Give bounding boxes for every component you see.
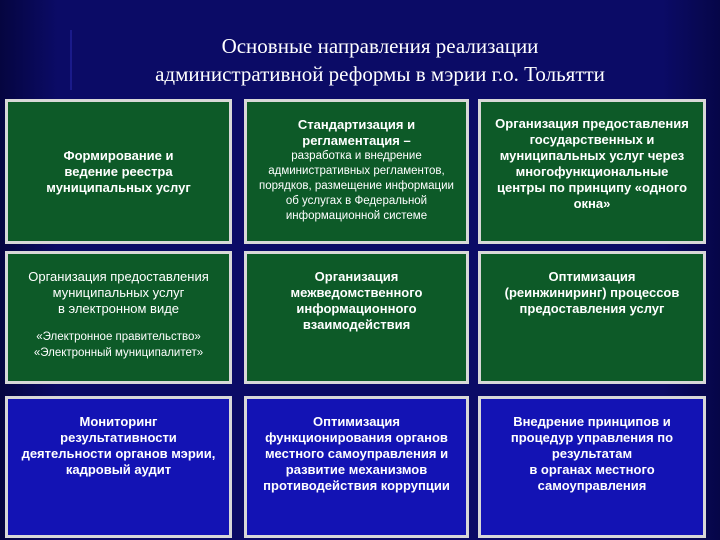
title-line-1: Основные направления реализации	[221, 34, 539, 58]
text-line: административных регламентов,	[268, 165, 445, 177]
box-process-reengineering	[478, 251, 706, 384]
text-line: «Электронное правительство»	[36, 331, 201, 343]
text-line: результатам	[551, 446, 633, 461]
text-line: об услугах в Федеральной	[285, 195, 428, 207]
box-monitoring-text	[22, 414, 216, 478]
box-one-window-text	[495, 116, 689, 212]
text-line: муниципальных услуг	[52, 285, 185, 300]
text-line: муниципальных услуг через	[499, 148, 685, 163]
box-results-management-text	[511, 414, 673, 494]
box-electronic-subtitles	[34, 329, 203, 361]
slide-title	[0, 32, 720, 88]
box-registry-text	[46, 148, 191, 196]
text-line: Организация предоставления	[28, 269, 209, 284]
text-line: результативности	[60, 430, 177, 445]
text-line: взаимодействия	[302, 317, 411, 332]
text-line: Формирование и	[63, 147, 174, 163]
text-line: ведение реестра	[64, 163, 173, 179]
text-line: деятельности органов мэрии,	[21, 446, 216, 461]
text-line: развитие механизмов	[285, 462, 428, 477]
text-line: разработка и внедрение	[291, 150, 422, 162]
box-reengineering-text	[505, 269, 680, 317]
text-line: информационного	[296, 301, 417, 316]
text-line: Стандартизация и	[297, 117, 416, 132]
text-line: порядков, размещение информации	[259, 180, 454, 192]
text-line: Мониторинг	[79, 414, 158, 429]
box-standardization-heading	[298, 117, 415, 149]
text-line: многофункциональные	[515, 164, 669, 179]
box-anti-corruption	[244, 396, 469, 538]
text-line: Оптимизация	[548, 269, 636, 284]
box-interagency-interaction	[244, 251, 469, 384]
text-line: информационной системе	[285, 210, 428, 222]
text-line: в электронном виде	[57, 301, 180, 316]
text-line: межведомственного	[290, 285, 423, 300]
title-line-2: административной реформы в мэрии г.о. Тольятти	[155, 62, 605, 86]
text-line: окна»	[573, 196, 611, 211]
box-electronic-services	[5, 251, 232, 384]
text-line: регламентация –	[302, 133, 411, 148]
text-line: предоставления услуг	[519, 301, 665, 316]
text-line: противодействия коррупции	[263, 478, 450, 493]
box-one-window-centers	[478, 99, 706, 244]
text-line: (реинжиниринг) процессов	[504, 285, 680, 300]
box-registry-of-services	[5, 99, 232, 244]
text-line: государственных и	[529, 132, 655, 147]
text-line: кадровый аудит	[65, 462, 172, 477]
text-line: «Электронный муниципалитет»	[33, 347, 204, 359]
text-line: муниципальных услуг	[46, 179, 191, 195]
box-electronic-heading	[28, 269, 209, 317]
box-results-management	[478, 396, 706, 538]
text-line: местного самоуправления и	[264, 446, 449, 461]
text-line: Организация предоставления	[495, 116, 689, 131]
box-anti-corruption-text	[263, 414, 450, 494]
box-interagency-text	[291, 269, 423, 333]
text-line: Внедрение принципов и	[513, 414, 671, 429]
text-line: самоуправления	[537, 478, 647, 493]
box-standardization	[244, 99, 469, 244]
text-line: Оптимизация	[312, 414, 401, 429]
text-line: функционирования органов	[265, 430, 448, 445]
box-standardization-description	[259, 149, 454, 224]
text-line: центры по принципу «одного	[496, 180, 688, 195]
box-monitoring	[5, 396, 232, 538]
text-line: Организация	[314, 269, 399, 284]
text-line: в органах местного	[529, 462, 655, 477]
text-line: процедур управления по	[510, 430, 674, 445]
